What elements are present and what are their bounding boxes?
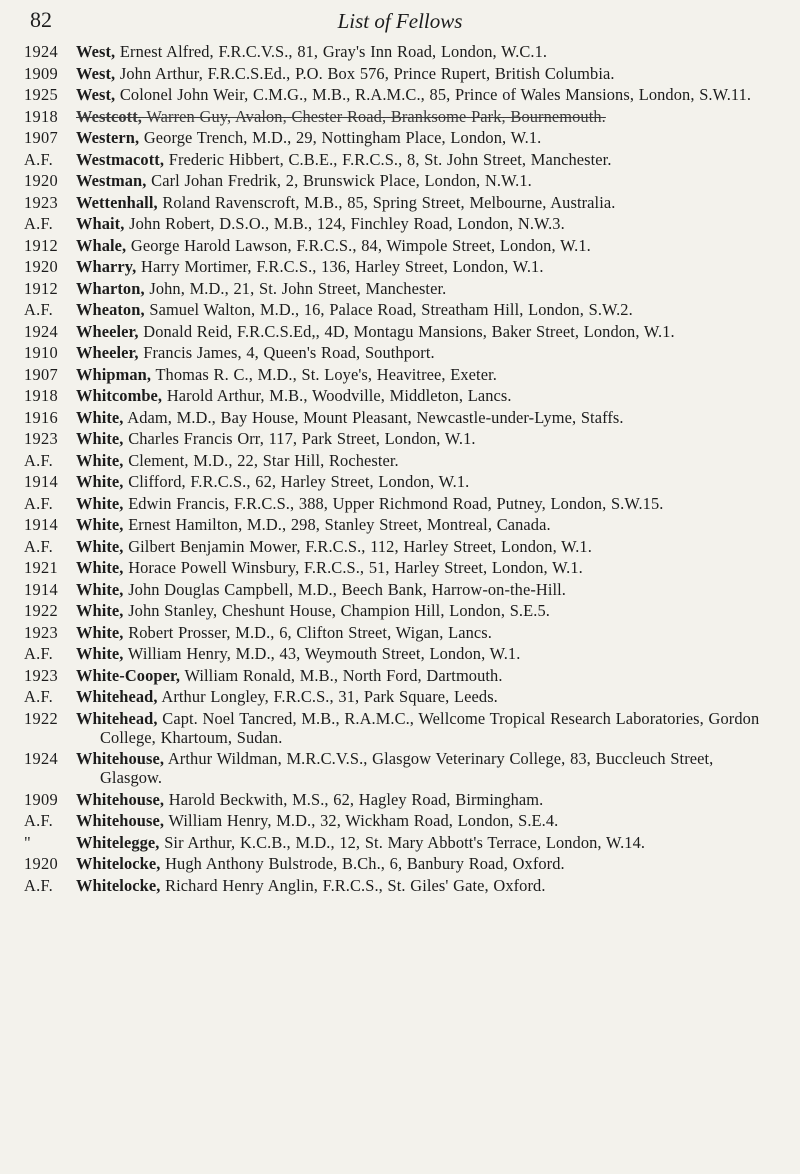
fellow-surname: White,	[76, 407, 124, 427]
fellow-details: William Ronald, M.B., North Ford, Dartmouth.	[180, 665, 503, 685]
list-item	[0, 214, 800, 233]
fellow-details: Horace Powell Winsbury, F.R.C.S., 51, Harley Street, London, W.1.	[123, 558, 583, 577]
election-year: A.F.	[24, 687, 54, 706]
fellow-entry	[76, 107, 776, 126]
list-item	[0, 749, 800, 787]
fellow-surname: Wettenhall,	[76, 192, 158, 212]
election-year: 1923	[24, 192, 58, 212]
fellow-entry	[76, 193, 776, 212]
fellow-entry	[76, 451, 776, 470]
list-item	[0, 300, 800, 319]
fellow-entry	[76, 537, 776, 556]
fellow-details: Harry Mortimer, F.R.C.S., 136, Harley Street, London, W.1.	[136, 257, 544, 276]
fellow-entry	[76, 365, 776, 384]
fellow-surname: White,	[76, 429, 124, 448]
election-year: 1921	[24, 558, 58, 577]
election-year: 1910	[24, 343, 58, 362]
fellow-entry	[76, 257, 776, 276]
fellow-surname: Whitehouse,	[76, 749, 165, 769]
fellow-entry	[76, 236, 776, 255]
election-year: 1923	[24, 665, 58, 685]
election-year: 1912	[24, 278, 58, 298]
fellow-entry	[76, 666, 776, 685]
list-item	[0, 451, 800, 470]
election-year: 1914	[24, 472, 58, 491]
fellow-entry	[76, 472, 776, 491]
fellow-entry	[76, 64, 776, 83]
fellow-details: Donald Reid, F.R.C.S.Ed,, 4D, Montagu Mansions, Baker Street, London, W.1.	[138, 321, 675, 341]
fellow-surname: Westman,	[76, 171, 147, 190]
list-item	[0, 128, 800, 147]
fellow-details: Arthur Longley, F.R.C.S., 31, Park Square, Leeds.	[157, 687, 498, 706]
fellow-surname: Whait,	[76, 214, 125, 233]
fellow-details: Capt. Noel Tancred, M.B., R.A.M.C., Wellcome Tropical Research Laboratories, Gordon College, Khartoum, Sudan.	[100, 708, 760, 747]
fellow-details: Robert Prosser, M.D., 6, Clifton Street, Wigan, Lancs.	[123, 622, 492, 642]
fellow-entry	[76, 811, 776, 830]
fellow-surname: White,	[76, 493, 124, 513]
election-year: 1923	[24, 429, 58, 448]
fellow-details: Hugh Anthony Bulstrode, B.Ch., 6, Banbury Road, Oxford.	[160, 854, 565, 874]
fellow-details: John Arthur, F.R.C.S.Ed., P.O. Box 576, Prince Rupert, British Columbia.	[115, 63, 615, 83]
fellow-details: John Stanley, Cheshunt House, Champion Hill, London, S.E.5.	[123, 601, 550, 620]
fellow-details: Harold Beckwith, M.S., 62, Hagley Road, Birmingham.	[164, 789, 544, 809]
fellow-details: Clifford, F.R.C.S., 62, Harley Street, London, W.1.	[123, 472, 470, 491]
list-item	[0, 601, 800, 620]
fellow-entry	[76, 214, 776, 233]
election-year: 1907	[24, 128, 58, 147]
fellow-surname: White,	[76, 644, 124, 663]
fellow-entry	[76, 515, 776, 534]
fellow-entry	[76, 790, 776, 809]
fellow-surname: Wharry,	[76, 257, 137, 276]
fellow-surname: White,	[76, 515, 124, 534]
fellow-details: William Henry, M.D., 43, Weymouth Street, London, W.1.	[123, 644, 521, 663]
fellow-entry	[76, 386, 776, 405]
election-year: 1909	[24, 789, 58, 809]
list-item	[0, 343, 800, 362]
fellow-surname: Whitelocke,	[76, 854, 161, 874]
list-item	[0, 833, 800, 852]
election-year: 1918	[24, 386, 58, 405]
list-item	[0, 386, 800, 405]
election-year: 1922	[24, 601, 58, 620]
election-year: 1924	[24, 42, 58, 61]
fellow-details: William Henry, M.D., 32, Wickham Road, London, S.E.4.	[164, 811, 559, 831]
fellow-surname: Westmacott,	[76, 149, 165, 169]
fellow-surname: White,	[76, 536, 124, 556]
fellow-entry	[76, 408, 776, 427]
election-year: 1907	[24, 364, 58, 384]
fellow-surname: Westcott,	[76, 106, 142, 126]
list-item	[0, 811, 800, 830]
election-year: 1920	[24, 171, 58, 190]
fellow-entry	[76, 279, 776, 298]
list-item	[0, 429, 800, 448]
fellow-surname: West,	[76, 42, 116, 61]
fellow-entry	[76, 749, 776, 787]
election-year: 1912	[24, 235, 58, 255]
fellow-details: Thomas R. C., M.D., St. Loye's, Heavitree, Exeter.	[151, 364, 497, 384]
election-year: 1909	[24, 63, 58, 83]
election-year: 1924	[24, 321, 58, 341]
fellow-details: John, M.D., 21, St. John Street, Manchester.	[144, 278, 447, 298]
election-year: 1916	[24, 407, 58, 427]
fellow-entry	[76, 876, 776, 895]
fellow-details: Ernest Hamilton, M.D., 298, Stanley Street, Montreal, Canada.	[123, 515, 551, 534]
fellow-entry	[76, 429, 776, 448]
list-item	[0, 558, 800, 577]
election-year: A.F.	[24, 300, 54, 319]
fellow-surname: White,	[76, 622, 124, 642]
fellow-surname: Wharton,	[76, 278, 145, 298]
list-item	[0, 171, 800, 190]
list-item	[0, 365, 800, 384]
election-year: A.F.	[24, 450, 54, 470]
list-item	[0, 580, 800, 599]
fellow-details: George Harold Lawson, F.R.C.S., 84, Wimpole Street, London, W.1.	[126, 235, 591, 255]
fellow-details: Arthur Wildman, M.R.C.V.S., Glasgow Veterinary College, 83, Buccleuch Street, Glasgow.	[100, 749, 714, 788]
fellow-surname: Whitehead,	[76, 687, 158, 706]
fellow-surname: Whitehouse,	[76, 789, 165, 809]
list-item	[0, 42, 800, 61]
fellow-surname: White-Cooper,	[76, 665, 181, 685]
fellow-details: Warren Guy, Avalon, Chester Road, Branksome Park, Bournemouth.	[141, 106, 606, 126]
fellow-surname: Western,	[76, 128, 140, 147]
election-year: 1923	[24, 622, 58, 642]
fellow-entry	[76, 300, 776, 319]
list-item	[0, 279, 800, 298]
fellow-entry	[76, 85, 776, 104]
fellow-surname: West,	[76, 85, 116, 104]
fellow-entry	[76, 322, 776, 341]
fellow-details: Samuel Walton, M.D., 16, Palace Road, Streatham Hill, London, S.W.2.	[144, 300, 633, 319]
list-item	[0, 494, 800, 513]
election-year: 1918	[24, 106, 58, 126]
list-item	[0, 193, 800, 212]
fellow-surname: Whitehead,	[76, 708, 158, 728]
fellow-surname: Whitehouse,	[76, 811, 165, 831]
election-year: 1922	[24, 708, 58, 728]
fellow-details: Edwin Francis, F.R.C.S., 388, Upper Richmond Road, Putney, London, S.W.15.	[123, 493, 664, 513]
fellow-entry	[76, 171, 776, 190]
fellow-details: George Trench, M.D., 29, Nottingham Place, London, W.1.	[139, 128, 542, 147]
fellow-entry	[76, 687, 776, 706]
fellow-details: Adam, M.D., Bay House, Mount Pleasant, Newcastle-under-Lyme, Staffs.	[123, 407, 624, 427]
fellows-list	[0, 42, 800, 897]
list-item	[0, 537, 800, 556]
election-year: 1920	[24, 854, 58, 874]
election-year: 1924	[24, 749, 58, 769]
fellow-entry	[76, 709, 776, 747]
list-item	[0, 687, 800, 706]
fellow-entry	[76, 150, 776, 169]
page-header	[0, 7, 800, 37]
election-year: 1914	[24, 515, 58, 534]
fellow-entry	[76, 42, 776, 61]
fellow-surname: Wheeler,	[76, 343, 139, 362]
fellow-surname: Wheaton,	[76, 300, 145, 319]
election-year: A.F.	[24, 644, 54, 663]
fellow-surname: White,	[76, 558, 124, 577]
fellow-surname: White,	[76, 579, 124, 599]
list-item	[0, 666, 800, 685]
fellow-surname: Whitelocke,	[76, 875, 161, 895]
election-year: A.F.	[24, 214, 54, 233]
list-item	[0, 515, 800, 534]
fellow-details: Roland Ravenscroft, M.B., 85, Spring Street, Melbourne, Australia.	[157, 192, 616, 212]
election-year: A.F.	[24, 811, 54, 831]
fellow-surname: Whale,	[76, 235, 127, 255]
fellow-surname: Whitelegge,	[76, 832, 160, 852]
list-item	[0, 150, 800, 169]
fellow-details: Colonel John Weir, C.M.G., M.B., R.A.M.C., 85, Prince of Wales Mansions, London, S.W.11.	[115, 85, 752, 104]
list-item	[0, 790, 800, 809]
list-item	[0, 107, 800, 126]
fellow-entry	[76, 494, 776, 513]
election-year: A.F.	[24, 493, 54, 513]
list-item	[0, 322, 800, 341]
election-year: A.F.	[24, 536, 54, 556]
fellow-surname: White,	[76, 450, 124, 470]
fellow-surname: Whipman,	[76, 364, 152, 384]
fellow-entry	[76, 833, 776, 852]
fellow-details: Harold Arthur, M.B., Woodville, Middleton, Lancs.	[162, 386, 512, 405]
fellow-entry	[76, 580, 776, 599]
fellow-details: Francis James, 4, Queen's Road, Southport.	[138, 343, 435, 362]
fellow-details: Charles Francis Orr, 117, Park Street, London, W.1.	[123, 429, 476, 448]
list-item	[0, 876, 800, 895]
election-year: A.F.	[24, 149, 54, 169]
fellow-surname: Whitcombe,	[76, 386, 163, 405]
election-year: 1920	[24, 257, 58, 276]
running-title: List of Fellows	[337, 9, 463, 33]
fellow-entry	[76, 854, 776, 873]
fellow-surname: Wheeler,	[76, 321, 139, 341]
fellow-details: Carl Johan Fredrik, 2, Brunswick Place, London, N.W.1.	[146, 171, 532, 190]
list-item	[0, 709, 800, 747]
page-number: 82	[30, 7, 52, 32]
list-item	[0, 85, 800, 104]
fellow-details: Clement, M.D., 22, Star Hill, Rochester.	[123, 450, 399, 470]
fellow-surname: West,	[76, 63, 116, 83]
fellow-details: Frederic Hibbert, C.B.E., F.R.C.S., 8, St. John Street, Manchester.	[164, 149, 612, 169]
list-item	[0, 623, 800, 642]
election-year: 1914	[24, 579, 58, 599]
fellow-details: Gilbert Benjamin Mower, F.R.C.S., 112, Harley Street, London, W.1.	[123, 536, 592, 556]
fellow-entry	[76, 343, 776, 362]
list-item	[0, 854, 800, 873]
list-item	[0, 64, 800, 83]
fellow-details: John Douglas Campbell, M.D., Beech Bank, Harrow-on-the-Hill.	[123, 579, 567, 599]
fellow-entry	[76, 601, 776, 620]
fellow-details: Sir Arthur, K.C.B., M.D., 12, St. Mary Abbott's Terrace, London, W.14.	[159, 832, 646, 852]
fellow-entry	[76, 558, 776, 577]
fellow-details: Richard Henry Anglin, F.R.C.S., St. Giles' Gate, Oxford.	[160, 875, 546, 895]
fellow-entry	[76, 623, 776, 642]
list-item	[0, 236, 800, 255]
list-item	[0, 408, 800, 427]
list-item	[0, 644, 800, 663]
fellow-details: John Robert, D.S.O., M.B., 124, Finchley Road, London, N.W.3.	[124, 214, 565, 233]
list-item	[0, 472, 800, 491]
list-item	[0, 257, 800, 276]
fellow-surname: White,	[76, 601, 124, 620]
fellow-surname: White,	[76, 472, 124, 491]
election-year: "	[24, 832, 31, 852]
fellow-entry	[76, 128, 776, 147]
election-year: 1925	[24, 85, 58, 104]
election-year: A.F.	[24, 875, 54, 895]
fellow-details: Ernest Alfred, F.R.C.V.S., 81, Gray's Inn Road, London, W.C.1.	[115, 42, 548, 61]
fellow-entry	[76, 644, 776, 663]
